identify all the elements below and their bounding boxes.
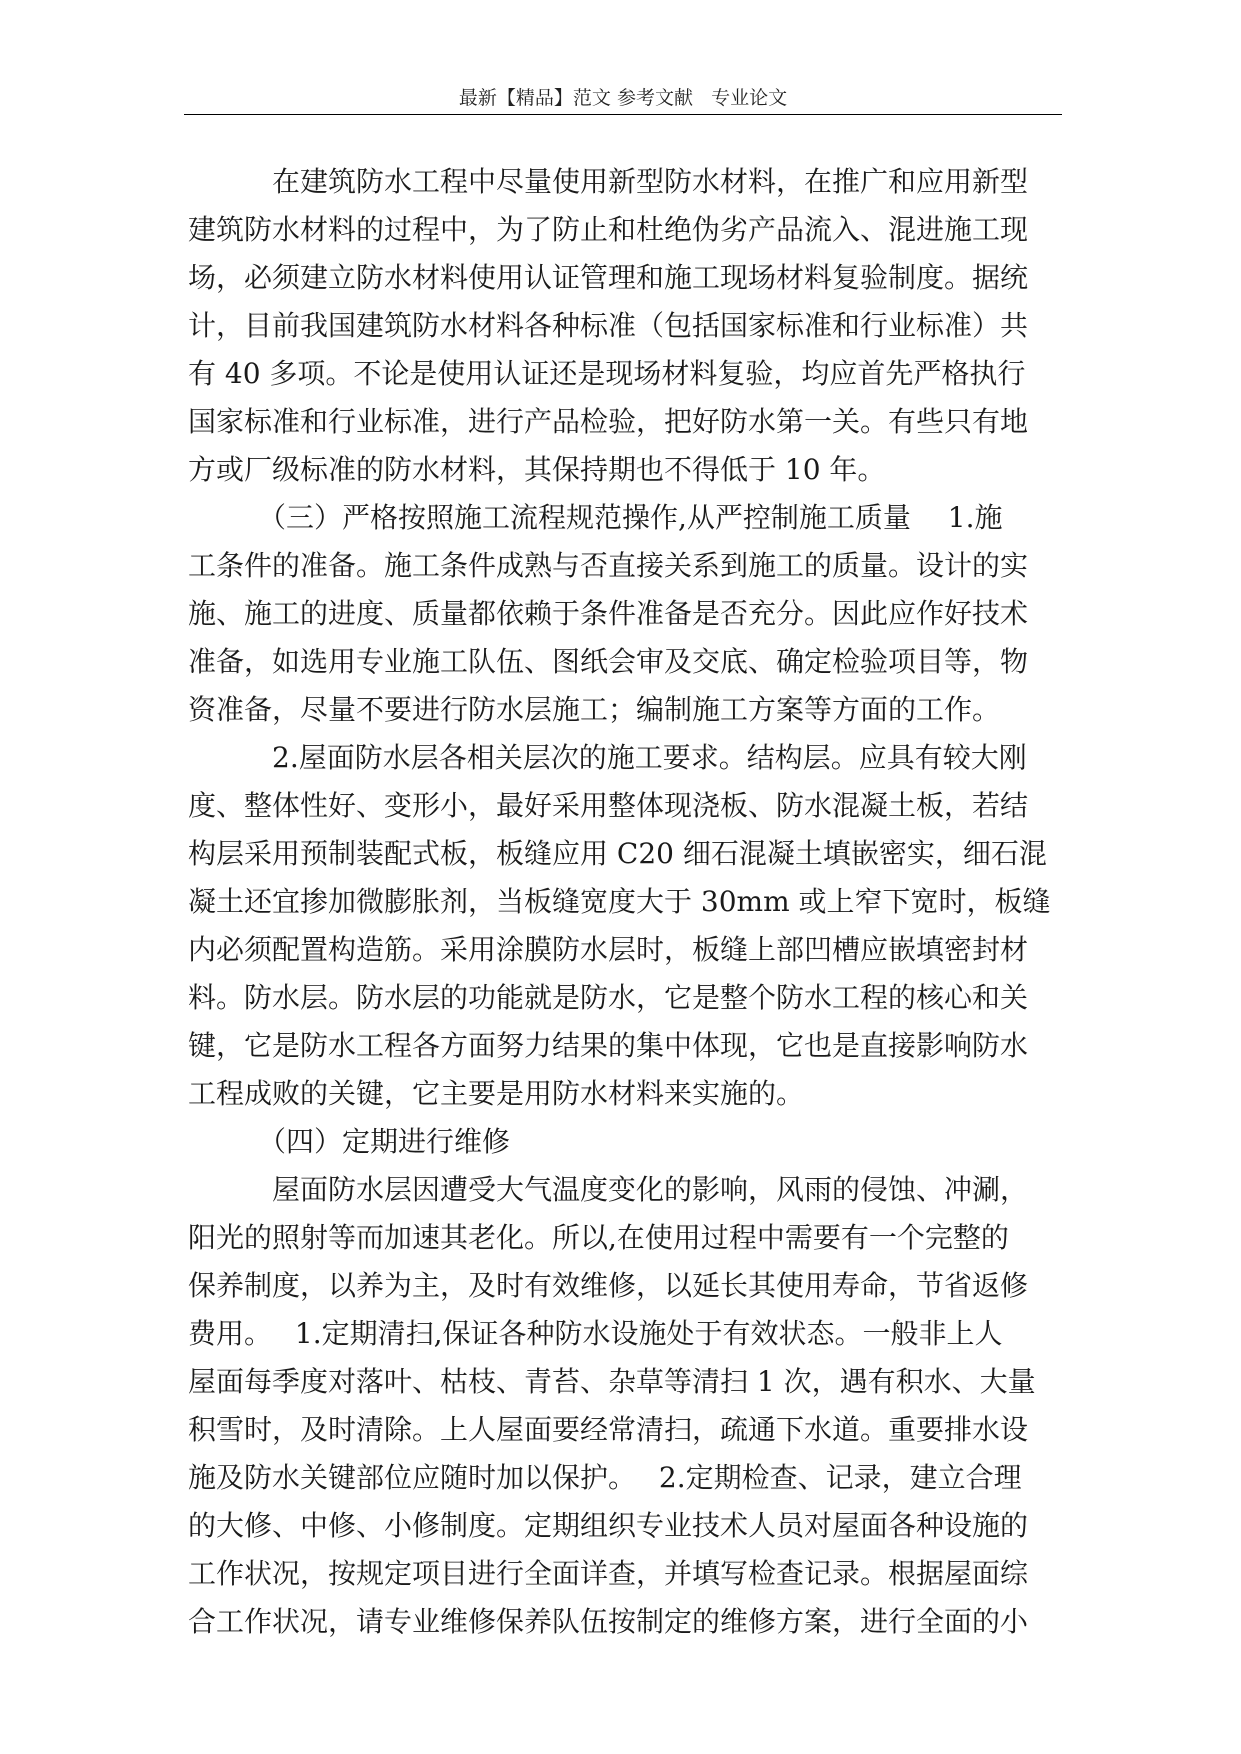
text-line: 准备，如选用专业施工队伍、图纸会审及交底、确定检验项目等，物 — [188, 645, 1029, 678]
document-body — [188, 158, 1070, 1646]
text-line: 料。防水层。防水层的功能就是防水，它是整个防水工程的核心和关 — [188, 981, 1029, 1014]
text-line: 积雪时，及时清除。上人屋面要经常清扫，疏通下水道。重要排水设 — [188, 1413, 1029, 1446]
text-line: 构层采用预制装配式板，板缝应用 C20 细石混凝土填嵌密实，细石混 — [188, 837, 1047, 870]
text-line: （三）严格按照施工流程规范操作,从严控制施工质量 1.施 — [188, 501, 1003, 534]
text-line: 键，它是防水工程各方面努力结果的集中体现，它也是直接影响防水 — [188, 1029, 1029, 1062]
text-line: 工作状况，按规定项目进行全面详查，并填写检查记录。根据屋面综 — [188, 1557, 1029, 1590]
text-line: 2.屋面防水层各相关层次的施工要求。结构层。应具有较大刚 — [188, 741, 1027, 774]
text-line: 凝土还宜掺加微膨胀剂，当板缝宽度大于 30mm 或上窄下宽时，板缝 — [188, 885, 1051, 918]
text-line: （四）定期进行维修 — [188, 1125, 511, 1158]
text-line: 工条件的准备。施工条件成熟与否直接关系到施工的质量。设计的实 — [188, 549, 1029, 582]
text-line: 的大修、中修、小修制度。定期组织专业技术人员对屋面各种设施的 — [188, 1509, 1029, 1542]
text-line: 资准备，尽量不要进行防水层施工；编制施工方案等方面的工作。 — [188, 693, 1001, 726]
text-line: 合工作状况，请专业维修保养队伍按制定的维修方案，进行全面的小 — [188, 1605, 1029, 1638]
header-divider — [184, 114, 1062, 115]
text-line: 有 40 多项。不论是使用认证还是现场材料复验，均应首先严格执行 — [188, 357, 1026, 390]
text-line: 屋面防水层因遭受大气温度变化的影响，风雨的侵蚀、冲涮， — [188, 1173, 1029, 1206]
text-line: 内必须配置构造筋。采用涂膜防水层时，板缝上部凹槽应嵌填密封材 — [188, 933, 1029, 966]
page-header: 最新【精品】范文 参考文献 专业论文 — [458, 87, 788, 109]
text-line: 费用。 1.定期清扫,保证各种防水设施处于有效状态。一般非上人 — [188, 1317, 1003, 1350]
text-line: 施、施工的进度、质量都依赖于条件准备是否充分。因此应作好技术 — [188, 597, 1029, 630]
text-line: 建筑防水材料的过程中，为了防止和杜绝伪劣产品流入、混进施工现 — [188, 213, 1029, 246]
text-line: 方或厂级标准的防水材料，其保持期也不得低于 10 年。 — [188, 453, 886, 486]
text-line: 场，必须建立防水材料使用认证管理和施工现场材料复验制度。据统 — [188, 261, 1029, 294]
text-line: 阳光的照射等而加速其老化。所以,在使用过程中需要有一个完整的 — [188, 1221, 1009, 1254]
text-line: 施及防水关键部位应随时加以保护。 2.定期检查、记录，建立合理 — [188, 1461, 1022, 1494]
text-line: 计，目前我国建筑防水材料各种标准（包括国家标准和行业标准）共 — [188, 309, 1029, 342]
text-line: 在建筑防水工程中尽量使用新型防水材料，在推广和应用新型 — [188, 165, 1029, 198]
text-line: 保养制度，以养为主，及时有效维修，以延长其使用寿命，节省返修 — [188, 1269, 1029, 1302]
text-line: 屋面每季度对落叶、枯枝、青苔、杂草等清扫 1 次，遇有积水、大量 — [188, 1365, 1036, 1398]
text-line: 国家标准和行业标准，进行产品检验，把好防水第一关。有些只有地 — [188, 405, 1029, 438]
text-line: 工程成败的关键，它主要是用防水材料来实施的。 — [188, 1077, 805, 1110]
text-line: 度、整体性好、变形小，最好采用整体现浇板、防水混凝土板，若结 — [188, 789, 1029, 822]
